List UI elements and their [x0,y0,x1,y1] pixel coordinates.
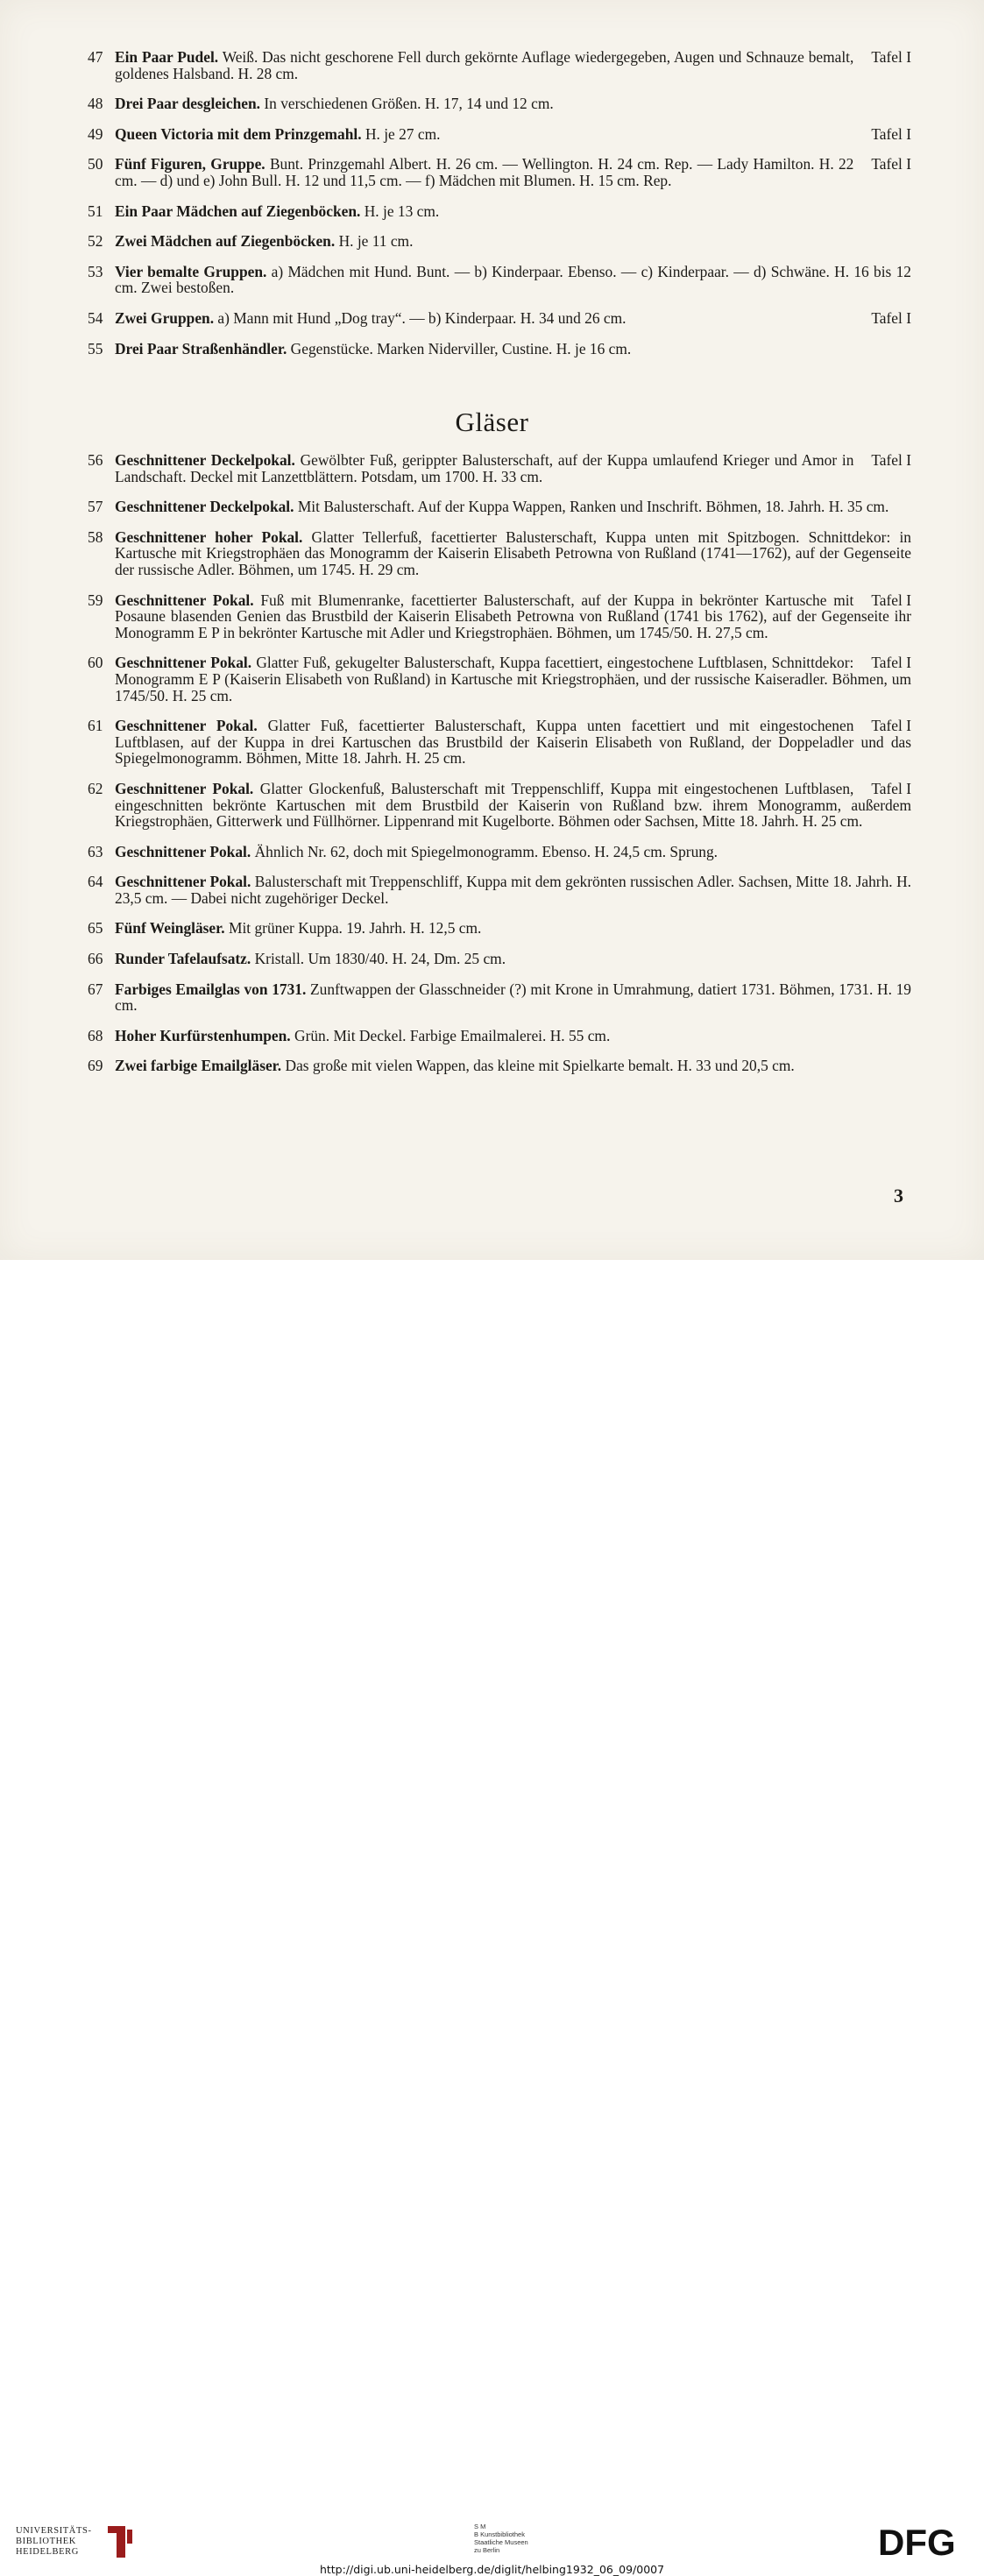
lot-description [115,1058,911,1074]
catalog-entry [88,49,911,81]
lot-text: H. je 11 cm. [338,232,414,251]
lot-title: Geschnittener hoher Pokal. [115,527,303,546]
lot-number: 69 [88,1057,103,1075]
footer-bar [0,1260,984,2576]
lot-number: 60 [88,654,103,672]
lot-number: 54 [88,308,103,327]
lot-number: 61 [88,717,103,735]
catalog-entries-porcelain [88,49,911,371]
lot-title: Geschnittener Pokal. [115,842,251,860]
library-logo[interactable] [16,2523,138,2561]
lot-description [115,156,911,188]
lot-title: Ein Paar Mädchen auf Ziegenböcken. [115,202,361,220]
lot-number: 65 [88,919,103,938]
plate-reference: Tafel I [871,717,911,735]
library-logo-line: HEIDELBERG [16,2547,79,2557]
lot-number: 51 [88,202,103,220]
lot-number: 52 [88,232,103,251]
lot-text: Glatter Fuß, facettierter Balusterschaft, Kuppa unten facettiert und mit eingestochenen Luftblasen, auf der Kuppa in drei Kartuschen das Brustbild der Kaiserin Elisabeth von Rußland, der Doppeladler und das Spiegelmonogramm. Böhmen, Mitte 18. Jahrh. H. 25 cm. [115,717,911,768]
lot-text: Grün. Mit Deckel. Farbige Emailmalerei. H. 55 cm. [294,1026,611,1044]
lot-title: Runder Tafelaufsatz. [115,950,251,968]
lot-text: In verschiedenen Größen. H. 17, 14 und 12 cm. [264,95,554,113]
catalog-entry [88,592,911,641]
lot-text: Mit grüner Kuppa. 19. Jahrh. H. 12,5 cm. [228,919,482,938]
lot-number: 59 [88,591,103,609]
lot-description [115,341,911,357]
lot-title: Zwei farbige Emailgläser. [115,1057,282,1075]
lot-title: Geschnittener Pokal. [115,779,254,797]
lot-number: 47 [88,48,103,66]
scanned-page [0,0,984,1260]
lot-description [115,452,911,485]
catalog-entry [88,981,911,1014]
lot-text: Das große mit vielen Wappen, das kleine mit Spielkarte bemalt. H. 33 und 20,5 cm. [285,1057,795,1075]
catalog-entry [88,233,911,250]
lot-title: Fünf Figuren, Gruppe. [115,155,265,173]
permalink-url[interactable]: http://digi.ub.uni-heidelberg.de/diglit/helbing1932_06_09/0007 [319,2563,665,2576]
lot-title: Farbiges Emailglas von 1731. [115,980,307,998]
lot-number: 63 [88,842,103,860]
lot-text: Gegenstücke. Marken Niderviller, Custine. H. je 16 cm. [290,339,632,357]
lot-description [115,310,911,327]
plate-reference: Tafel I [871,124,911,143]
lot-title: Geschnittener Deckelpokal. [115,498,294,516]
lot-description [115,126,911,143]
lot-title: Geschnittener Pokal. [115,591,254,609]
lot-title: Drei Paar desgleichen. [115,95,260,113]
lot-number: 53 [88,262,103,280]
catalog-entry [88,310,911,327]
lot-title: Drei Paar Straßenhändler. [115,339,287,357]
lot-description [115,1028,911,1044]
catalog-entry [88,1058,911,1074]
catalog-entry [88,264,911,296]
catalog-entry [88,920,911,937]
lot-number: 57 [88,498,103,516]
lot-title: Geschnittener Pokal. [115,717,258,735]
lot-text: Glatter Tellerfuß, facettierter Balusterschaft, Kuppa unten mit Spitzbogen. Schnittdekor: in Kartusche mit Kriegstrophäen das Monogramm der Kaiserin Elisabeth Petrowna von Rußland (1741—1762), auf der Gegenseite der russische Adler. Böhmen, um 1745. H. 29 cm. [115,527,911,578]
library-emblem-icon [104,2523,136,2561]
lot-text: H. je 27 cm. [365,124,441,143]
lot-number: 58 [88,527,103,546]
lot-title: Vier bemalte Gruppen. [115,262,267,280]
catalog-entry [88,452,911,485]
lot-text: Glatter Glockenfuß, Balusterschaft mit Treppenschliff, Kuppa mit eingestochenen Luftblasen, eingeschnitten bekrönte Kartuschen mit dem Brustbild der Kaiserin von Rußland bzw. ihrem Monogramm, außerdem Kriegstrophäen, Gitterwerk und Füllhörner. Lippenrand mit Kugelborte. Böhmen oder Sachsen, Mitte 18. Jahrh. H. 25 cm. [115,779,911,831]
lot-description [115,981,911,1014]
lot-number: 55 [88,339,103,357]
lot-description [115,844,911,860]
smb-logo [474,2523,528,2554]
lot-text: Bunt. Prinzgemahl Albert. H. 26 cm. — Wellington. H. 24 cm. Rep. — Lady Hamilton. H. 22 cm. — d) und e) John Bull. H. 12 und 11,5 cm. — f) Mädchen mit Blumen. H. 15 cm. Rep. [115,155,854,189]
dfg-logo[interactable] [876,2523,971,2558]
smb-logo-line: S M [474,2523,486,2530]
lot-number: 50 [88,155,103,173]
smb-logo-line: B Kunstbibliothek [474,2530,525,2538]
lot-number: 48 [88,95,103,113]
lot-number: 56 [88,451,103,469]
lot-title: Geschnittener Deckelpokal. [115,451,295,469]
lot-title: Geschnittener Pokal. [115,873,251,891]
lot-number: 49 [88,124,103,143]
catalog-entry [88,203,911,220]
catalog-entry [88,126,911,143]
catalog-entry [88,781,911,830]
smb-logo-line: Staatliche Museen [474,2538,528,2546]
catalog-entry [88,341,911,357]
page-number: 3 [894,1185,903,1207]
lot-text: H. je 13 cm. [364,202,440,220]
lot-text: Zunftwappen der Glasschneider (?) mit Krone in Umrahmung, datiert 1731. Böhmen, 1731. H. 19 cm. [115,980,911,1015]
lot-description [115,203,911,220]
plate-reference: Tafel I [871,155,911,173]
catalog-entry [88,529,911,578]
smb-logo-line: zu Berlin [474,2546,500,2554]
lot-text: Fuß mit Blumenranke, facettierter Balusterschaft, auf der Kuppa in bekrönter Kartusche mit Posaune blasenden Genien das Brustbild der Kaiserin Elisabeth Petrowna von Rußland (1741 bis 1762), auf der Gegenseite ihr Monogramm E P in bekrönter Kartusche mit Adler und Kriegstrophäen. Böhmen, um 1745/50. H. 27,5 cm. [115,591,911,641]
lot-title: Hoher Kurfürstenhumpen. [115,1026,291,1044]
lot-title: Ein Paar Pudel. [115,48,219,66]
catalog-entry [88,96,911,112]
plate-reference: Tafel I [871,48,911,66]
lot-text: Kristall. Um 1830/40. H. 24, Dm. 25 cm. [254,950,506,968]
plate-reference: Tafel I [871,591,911,609]
lot-text: Weiß. Das nicht geschorene Fell durch gekörnte Auflage wiedergegeben, Augen und Schnauze bemalt, goldenes Halsband. H. 28 cm. [115,48,854,82]
lot-text: Ähnlich Nr. 62, doch mit Spiegelmonogramm. Ebenso. H. 24,5 cm. Sprung. [254,842,719,860]
lot-description [115,592,911,641]
lot-description [115,233,911,250]
lot-description [115,49,911,81]
plate-reference: Tafel I [871,654,911,672]
plate-reference: Tafel I [871,779,911,797]
dfg-logo-text: DFG [878,2523,956,2558]
catalog-entry [88,844,911,860]
catalog-entry [88,156,911,188]
catalog-entry [88,1028,911,1044]
lot-number: 67 [88,980,103,998]
lot-description [115,874,911,906]
lot-text: a) Mann mit Hund „Dog tray“. — b) Kinderpaar. H. 34 und 26 cm. [217,308,627,327]
plate-reference: Tafel I [871,451,911,469]
lot-number: 68 [88,1026,103,1044]
lot-title: Zwei Gruppen. [115,308,215,327]
lot-description [115,96,911,112]
lot-title: Fünf Weingläser. [115,919,225,938]
lot-description [115,264,911,296]
catalog-entry [88,499,911,515]
lot-title: Geschnittener Pokal. [115,654,252,672]
catalog-entries-glass [88,452,911,1088]
lot-description [115,529,911,578]
lot-description [115,951,911,967]
section-heading: Gläser [455,407,529,437]
lot-number: 64 [88,873,103,891]
lot-description [115,781,911,830]
lot-number: 62 [88,779,103,797]
lot-text: Glatter Fuß, gekugelter Balusterschaft, Kuppa facettiert, eingestochene Luftblasen, Schnittdekor: Monogramm E P (Kaiserin Elisabeth von Rußland) in Kartusche mit Kriegstrophäen, und der russische Kaiseradler. Böhmen, um 1745/50. H. 25 cm. [115,654,911,704]
catalog-entry [88,655,911,704]
plate-reference: Tafel I [871,308,911,327]
lot-number: 66 [88,950,103,968]
lot-text: Gewölbter Fuß, gerippter Balusterschaft, auf der Kuppa umlaufend Krieger und Amor in Landschaft. Deckel mit Lanzettblättern. Potsdam, um 1700. H. 33 cm. [115,451,854,485]
lot-description [115,499,911,515]
lot-title: Queen Victoria mit dem Prinzgemahl. [115,124,362,143]
lot-description [115,655,911,704]
lot-title: Zwei Mädchen auf Ziegenböcken. [115,232,336,251]
catalog-entry [88,718,911,767]
lot-text: Balusterschaft mit Treppenschliff, Kuppa mit dem gekrönten russischen Adler. Sachsen, Mitte 18. Jahrh. H. 23,5 cm. — Dabei nicht zugehöriger Deckel. [115,873,911,907]
lot-text: Mit Balusterschaft. Auf der Kuppa Wappen, Ranken und Inschrift. Böhmen, 18. Jahrh. H. 35 cm. [297,498,889,516]
lot-text: a) Mädchen mit Hund. Bunt. — b) Kinderpaar. Ebenso. — c) Kinderpaar. — d) Schwäne. H. 16 bis 12 cm. Zwei bestoßen. [115,262,911,297]
library-logo-line: BIBLIOTHEK [16,2537,76,2546]
catalog-entry [88,874,911,906]
lot-description [115,920,911,937]
lot-description [115,718,911,767]
library-logo-line: UNIVERSITÄTS- [16,2526,92,2536]
catalog-entry [88,951,911,967]
